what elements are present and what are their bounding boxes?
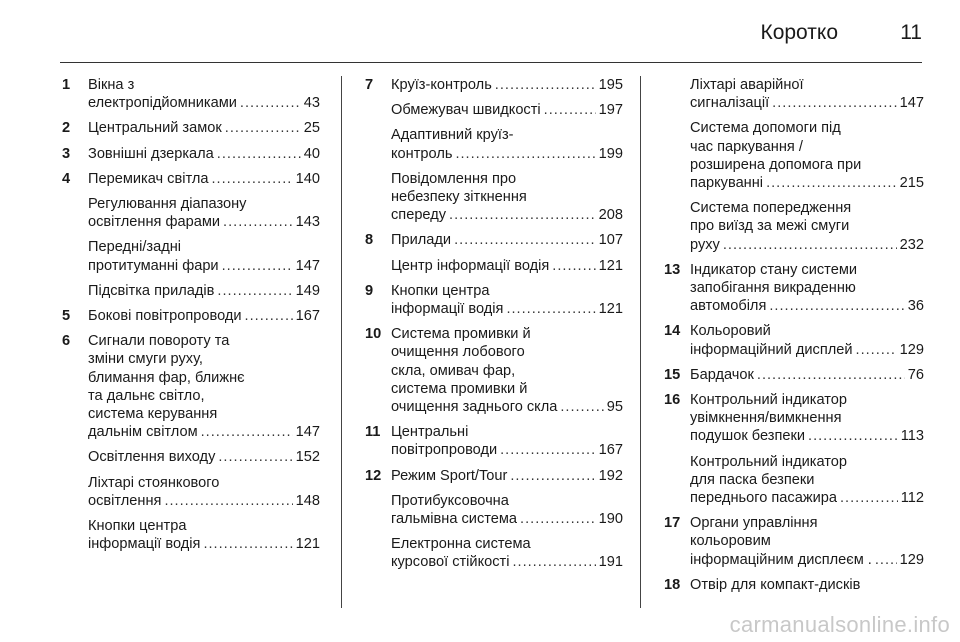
entry-text: Адаптивний круїз- xyxy=(391,127,514,144)
entry-text: Ліхтарі стоянкового xyxy=(88,474,220,491)
page-reference[interactable]: 143 xyxy=(295,214,320,231)
entry-text: освітлення xyxy=(88,492,162,509)
page-reference[interactable]: 197 xyxy=(598,102,623,119)
entry-text: розширена допомога при xyxy=(690,156,862,173)
callout-number: 12 xyxy=(365,467,382,484)
dot-leader xyxy=(723,236,897,254)
entry-text: очищення лобового xyxy=(391,344,525,361)
dot-leader xyxy=(164,492,292,510)
toc-entry[interactable] xyxy=(62,170,320,188)
toc-entry[interactable] xyxy=(62,195,320,231)
entry-text: система керування xyxy=(88,406,218,423)
callout-number: 2 xyxy=(62,120,71,137)
toc-entry[interactable] xyxy=(664,322,924,358)
entry-text: Система попередження xyxy=(690,200,852,217)
entry-text: та дальнє світло, xyxy=(88,387,205,404)
page-reference[interactable]: 121 xyxy=(598,301,623,318)
callout-number: 15 xyxy=(664,366,681,383)
page-reference[interactable]: 191 xyxy=(598,554,623,571)
dot-leader xyxy=(769,297,904,315)
toc-entry[interactable] xyxy=(62,307,320,325)
dot-leader xyxy=(240,94,301,112)
entry-text: про виїзд за межі смуги xyxy=(690,218,850,235)
page-title: Коротко xyxy=(760,21,838,44)
entry-text: запобігання викраденню xyxy=(690,280,856,297)
entry-text: Отвір для компакт-дисків xyxy=(690,576,861,593)
entry-text: Центральні xyxy=(391,424,469,441)
page-reference[interactable]: 40 xyxy=(303,145,320,162)
toc-entry[interactable] xyxy=(62,448,320,466)
entry-text: інформаційний дисплей xyxy=(690,341,853,358)
entry-text: Регулювання діапазону xyxy=(88,196,247,213)
entry-text: контроль xyxy=(391,145,453,162)
dot-leader xyxy=(544,101,596,119)
dot-leader xyxy=(222,257,293,275)
callout-number: 6 xyxy=(62,333,71,350)
entry-text: Повідомлення про xyxy=(391,170,517,187)
dot-leader xyxy=(766,174,897,192)
toc-entry[interactable] xyxy=(365,492,623,528)
entry-text: Система промивки й xyxy=(391,326,531,343)
toc-entry[interactable] xyxy=(62,238,320,274)
callout-number: 1 xyxy=(62,77,71,93)
entry-text: повітропроводи xyxy=(391,442,498,459)
entry-text: переднього пасажира xyxy=(690,490,837,507)
entry-text: увімкнення/вимкнення xyxy=(690,410,842,427)
dot-leader xyxy=(218,448,292,466)
entry-text: Бардачок xyxy=(690,366,754,383)
dot-leader xyxy=(225,119,301,137)
page-reference[interactable]: 25 xyxy=(303,120,320,137)
entry-text: Центральний замок xyxy=(88,120,222,137)
entry-text: очищення заднього скла xyxy=(391,399,558,416)
callout-number: 9 xyxy=(365,282,374,299)
page-reference[interactable]: 190 xyxy=(598,511,623,528)
entry-text: кольоровим xyxy=(690,533,771,550)
entry-text: дальнім світлом xyxy=(88,424,198,441)
page-reference[interactable]: 149 xyxy=(295,282,320,299)
toc-entry[interactable] xyxy=(664,76,924,112)
dot-leader xyxy=(875,551,897,569)
entry-text: курсової стійкості xyxy=(391,554,510,571)
entry-text: Прилади xyxy=(391,232,452,249)
callout-number: 8 xyxy=(365,232,374,249)
entry-text: протитуманні фари xyxy=(88,257,219,274)
watermark: carmanualsonline.info xyxy=(729,612,950,637)
page-reference[interactable]: 112 xyxy=(900,490,924,507)
toc-entry[interactable] xyxy=(664,261,924,316)
callout-number: 14 xyxy=(664,323,681,340)
page-reference[interactable]: 215 xyxy=(899,175,924,192)
page-reference[interactable]: 76 xyxy=(907,366,924,383)
page-reference[interactable]: 113 xyxy=(900,428,924,445)
toc-entry[interactable] xyxy=(62,76,320,112)
toc-entry[interactable] xyxy=(664,514,924,569)
callout-number: 5 xyxy=(62,308,71,325)
entry-text: сигналізації xyxy=(690,95,770,112)
page-reference[interactable]: 95 xyxy=(606,399,623,416)
column-divider xyxy=(341,76,342,608)
callout-number: 10 xyxy=(365,326,382,343)
dot-leader xyxy=(840,489,898,507)
toc-entry[interactable] xyxy=(365,231,623,249)
callout-number: 4 xyxy=(62,170,71,187)
dot-leader xyxy=(552,257,595,275)
toc-entry[interactable] xyxy=(365,467,623,485)
dot-leader xyxy=(757,366,905,384)
entry-text: час паркування / xyxy=(690,138,803,155)
entry-text: інформації водія xyxy=(88,536,201,553)
entry-text: Вікна з xyxy=(88,77,135,93)
page-reference[interactable]: 121 xyxy=(295,536,320,553)
toc-entry[interactable] xyxy=(365,170,623,225)
entry-text: спереду xyxy=(391,207,447,224)
page-reference[interactable]: 140 xyxy=(295,170,320,187)
toc-entry[interactable] xyxy=(62,282,320,300)
entry-text: скла, омивач фар, xyxy=(391,362,516,379)
page-reference[interactable]: 107 xyxy=(598,232,623,249)
entry-text: Система допомоги під xyxy=(690,120,841,137)
toc-entry[interactable] xyxy=(62,145,320,163)
page-reference[interactable]: 129 xyxy=(899,551,924,568)
dot-leader xyxy=(510,467,595,485)
callout-number: 17 xyxy=(664,515,681,532)
page-reference[interactable]: 147 xyxy=(295,424,320,441)
dot-leader xyxy=(512,553,595,571)
dot-leader xyxy=(211,170,292,188)
page-reference[interactable]: 36 xyxy=(907,298,924,315)
toc-entry[interactable] xyxy=(365,325,623,416)
entry-text: Кнопки центра xyxy=(391,282,490,299)
toc-column-2 xyxy=(365,76,623,579)
toc-entry[interactable] xyxy=(365,282,623,318)
entry-text: паркуванні xyxy=(690,175,764,192)
page-reference[interactable]: 208 xyxy=(598,207,623,224)
entry-text: гальмівна система xyxy=(391,511,518,528)
page-reference[interactable]: 148 xyxy=(295,492,320,509)
column-divider xyxy=(640,76,641,608)
dot-leader xyxy=(808,427,898,445)
dot-leader xyxy=(856,341,897,359)
page-number: 11 xyxy=(900,21,922,44)
entry-text: Електронна система xyxy=(391,536,531,553)
dot-leader xyxy=(455,145,595,163)
toc-entry[interactable] xyxy=(664,576,924,594)
entry-text: Індикатор стану системи xyxy=(690,261,858,278)
entry-text: Бокові повітропроводи xyxy=(88,308,242,325)
callout-number: 3 xyxy=(62,145,71,162)
entry-text: Сигнали повороту та xyxy=(88,333,230,350)
entry-text: Контрольний індикатор xyxy=(690,392,848,409)
dot-leader xyxy=(201,423,293,441)
toc-column-1 xyxy=(62,76,320,560)
callout-number: 7 xyxy=(365,77,374,93)
callout-number: 18 xyxy=(664,576,681,593)
dot-leader xyxy=(449,206,596,224)
entry-text: небезпеку зіткнення xyxy=(391,189,527,206)
dot-leader xyxy=(223,213,293,231)
dot-leader xyxy=(454,231,596,249)
toc-entry[interactable] xyxy=(365,423,623,459)
entry-text: блимання фар, ближнє xyxy=(88,369,245,386)
entry-text: інформації водія xyxy=(391,301,504,318)
toc-column-3 xyxy=(664,76,924,601)
entry-text: Обмежувач швидкості xyxy=(391,102,541,119)
toc-entry[interactable] xyxy=(664,199,924,254)
dot-leader xyxy=(500,441,596,459)
toc-entry[interactable] xyxy=(62,119,320,137)
toc-entry[interactable] xyxy=(62,474,320,510)
entry-text: інформаційним дисплеєм . xyxy=(690,551,872,568)
toc-entry[interactable] xyxy=(664,366,924,384)
entry-text: електропідйомниками xyxy=(88,95,237,112)
entry-text: Передні/задні xyxy=(88,239,182,256)
page-reference[interactable]: 43 xyxy=(303,95,320,112)
toc-entry[interactable] xyxy=(365,76,623,94)
entry-text: Підсвітка приладів xyxy=(88,282,215,299)
toc-entry[interactable] xyxy=(365,126,623,162)
toc-entry[interactable] xyxy=(62,517,320,553)
entry-text: Кнопки центра xyxy=(88,518,187,535)
entry-text: Зовнішні дзеркала xyxy=(88,145,214,162)
entry-text: Ліхтарі аварійної xyxy=(690,77,804,93)
toc-entry[interactable] xyxy=(365,257,623,275)
dot-leader xyxy=(772,94,896,112)
toc-entry[interactable] xyxy=(664,119,924,192)
dot-leader xyxy=(495,76,596,94)
dot-leader xyxy=(560,398,603,416)
page-reference[interactable]: 147 xyxy=(295,257,320,274)
page-header xyxy=(60,18,922,63)
entry-text: освітлення фарами xyxy=(88,214,221,231)
callout-number: 13 xyxy=(664,261,681,278)
entry-text: Режим Sport/Tour xyxy=(391,467,508,484)
page-reference[interactable]: 129 xyxy=(899,341,924,358)
toc-entry[interactable] xyxy=(664,453,924,508)
callout-number: 11 xyxy=(365,424,381,441)
dot-leader xyxy=(506,300,595,318)
dot-leader xyxy=(520,510,596,528)
dot-leader xyxy=(217,282,292,300)
dot-leader xyxy=(203,535,292,553)
page-reference[interactable]: 167 xyxy=(598,442,623,459)
page-reference[interactable]: 199 xyxy=(598,145,623,162)
entry-text: Органи управління xyxy=(690,515,818,532)
entry-text: Протибуксовочна xyxy=(391,492,509,509)
dot-leader xyxy=(245,307,293,325)
entry-text: Круїз-контроль xyxy=(391,77,492,93)
entry-text: Кольоровий xyxy=(690,323,771,340)
toc-entry[interactable] xyxy=(62,332,320,441)
entry-text: Центр інформації водія xyxy=(391,257,550,274)
page-reference[interactable]: 121 xyxy=(598,257,623,274)
toc-entry[interactable] xyxy=(664,391,924,446)
toc-entry[interactable] xyxy=(365,101,623,119)
page-reference[interactable]: 167 xyxy=(295,308,320,325)
page-reference[interactable]: 192 xyxy=(598,467,623,484)
entry-text: подушок безпеки xyxy=(690,428,806,445)
toc-entry[interactable] xyxy=(365,535,623,571)
page-reference[interactable]: 232 xyxy=(899,236,924,253)
entry-text: автомобіля xyxy=(690,298,767,315)
page-reference[interactable]: 147 xyxy=(899,95,924,112)
entry-text: Освітлення виходу xyxy=(88,449,216,466)
entry-text: Перемикач світла xyxy=(88,170,209,187)
entry-text: руху xyxy=(690,236,720,253)
page-reference[interactable]: 195 xyxy=(598,77,623,93)
page-reference[interactable]: 152 xyxy=(295,449,320,466)
dot-leader xyxy=(217,145,301,163)
entry-text: для паска безпеки xyxy=(690,471,815,488)
entry-text: зміни смуги руху, xyxy=(88,351,203,368)
entry-text: Контрольний індикатор xyxy=(690,453,848,470)
callout-number: 16 xyxy=(664,392,681,409)
entry-text: система промивки й xyxy=(391,380,528,397)
